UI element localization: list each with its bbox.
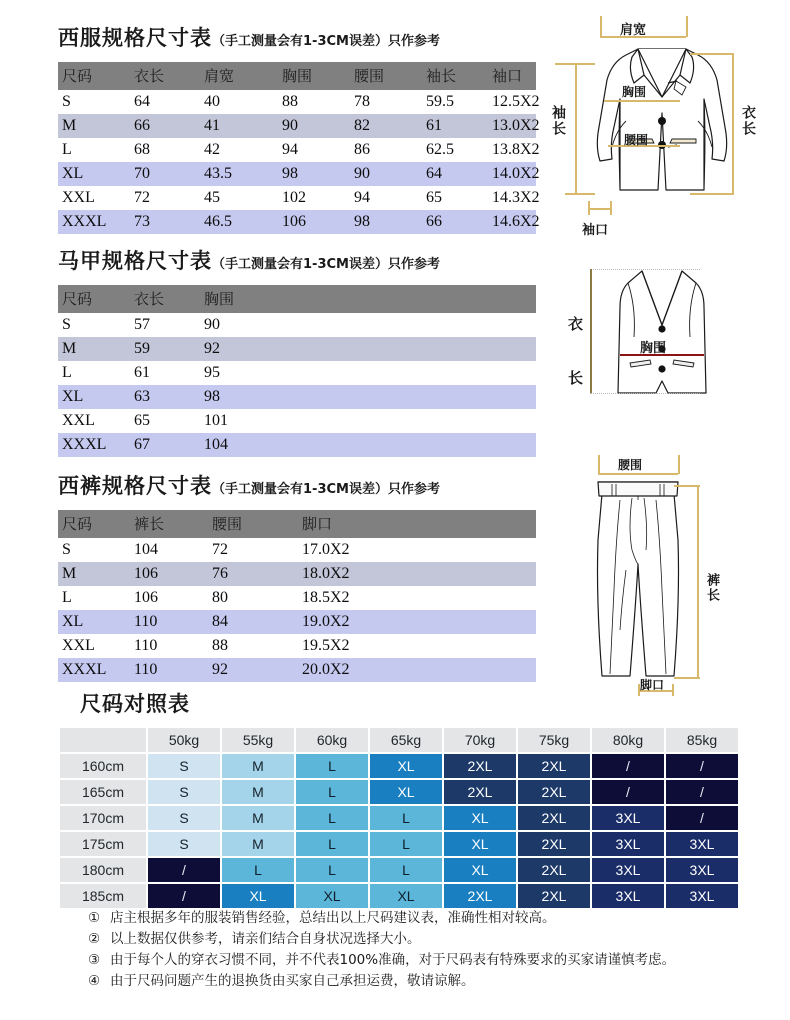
table-row <box>58 385 536 409</box>
cell-value: 94 <box>350 186 422 210</box>
size-cell: 3XL <box>592 858 664 882</box>
table-row <box>58 562 536 586</box>
table-row <box>58 634 536 658</box>
cell-value: 104 <box>130 538 208 562</box>
size-cell: S <box>148 754 220 778</box>
column-header: 胸围 <box>200 285 536 313</box>
jacket-length-label: 衣长 <box>740 105 756 137</box>
jacket-length-tick-top <box>690 53 734 55</box>
vest-guide-top <box>590 269 700 270</box>
footnote-marker: ① <box>88 910 101 926</box>
table-row <box>58 90 536 114</box>
size-cell: 2XL <box>518 806 590 830</box>
height-label: 175cm <box>60 832 146 856</box>
cell-size: XL <box>58 162 130 186</box>
size-cell: XL <box>444 858 516 882</box>
cell-size: XXXL <box>58 433 130 457</box>
cuff-tick-right <box>610 201 612 215</box>
cell-value: 80 <box>208 586 298 610</box>
column-header: 尺码 <box>58 510 130 538</box>
grid-row <box>60 832 738 856</box>
height-label: 180cm <box>60 858 146 882</box>
cell-size: S <box>58 90 130 114</box>
leg-opening-tick-right <box>672 684 674 696</box>
table-header-row <box>58 62 536 90</box>
column-header: 尺码 <box>58 285 130 313</box>
size-cell: / <box>666 754 738 778</box>
cell-size: S <box>58 313 130 337</box>
cell-value: 98 <box>200 385 536 409</box>
column-header: 腰围 <box>350 62 422 90</box>
height-label: 170cm <box>60 806 146 830</box>
size-cell: 2XL <box>444 884 516 908</box>
size-cell: XL <box>444 806 516 830</box>
vest-length-dimension-line <box>590 269 592 393</box>
cell-value: 102 <box>278 186 350 210</box>
trousers-diagram <box>540 445 790 700</box>
weight-header: 60kg <box>296 728 368 752</box>
size-cell: L <box>296 832 368 856</box>
column-header: 胸围 <box>278 62 350 90</box>
footnote-text: 由于尺码问题产生的退换货由买家自己承担运费，敬请谅解。 <box>110 973 475 989</box>
cell-value: 110 <box>130 634 208 658</box>
cell-value: 19.0X2 <box>298 610 536 634</box>
cell-value: 18.5X2 <box>298 586 536 610</box>
cell-size: XXXL <box>58 210 130 234</box>
size-cell: / <box>148 858 220 882</box>
leg-opening-label: 脚口 <box>640 678 665 692</box>
table-row <box>58 114 536 138</box>
size-cell: XL <box>370 754 442 778</box>
table-header-row <box>58 510 536 538</box>
vest-diagram <box>540 255 790 440</box>
vest-section <box>58 245 536 457</box>
cell-value: 40 <box>200 90 278 114</box>
cell-value: 13.0X2 <box>488 114 536 138</box>
size-cell: / <box>148 884 220 908</box>
suit-title-sub: （手工测量会有1-3CM误差）只作参考 <box>212 34 440 49</box>
footnote-text: 店主根据多年的服装销售经验，总结出以上尺码建议表，准确性相对较高。 <box>110 910 556 926</box>
cell-value: 65 <box>422 186 488 210</box>
cell-size: M <box>58 337 130 361</box>
size-cell: M <box>222 780 294 804</box>
trousers-title-sub: （手工测量会有1-3CM误差）只作参考 <box>212 482 440 497</box>
table-row <box>58 186 536 210</box>
cell-value: 73 <box>130 210 200 234</box>
size-cell: 2XL <box>518 780 590 804</box>
size-cell: 3XL <box>592 832 664 856</box>
size-cell: 2XL <box>444 780 516 804</box>
footnote-item <box>88 971 768 992</box>
size-cell: 3XL <box>666 884 738 908</box>
vest-title <box>58 245 536 275</box>
cell-value: 68 <box>130 138 200 162</box>
cell-size: XXL <box>58 634 130 658</box>
column-header: 肩宽 <box>200 62 278 90</box>
weight-header: 75kg <box>518 728 590 752</box>
size-cell: 2XL <box>518 754 590 778</box>
cell-value: 86 <box>350 138 422 162</box>
suit-title <box>58 22 536 52</box>
sleeve-tick-bottom <box>565 193 595 195</box>
size-cell: M <box>222 806 294 830</box>
vest-title-sub: （手工测量会有1-3CM误差）只作参考 <box>212 257 440 272</box>
cell-value: 19.5X2 <box>298 634 536 658</box>
size-cell: 3XL <box>666 832 738 856</box>
cell-value: 63 <box>130 385 200 409</box>
table-row <box>58 210 536 234</box>
jacket-diagram <box>540 5 790 245</box>
footnote-marker: ② <box>88 931 101 947</box>
grid-row <box>60 884 738 908</box>
size-cell: L <box>222 858 294 882</box>
cell-value: 66 <box>130 114 200 138</box>
cell-value: 88 <box>278 90 350 114</box>
cuff-label: 袖口 <box>582 223 609 238</box>
table-row <box>58 361 536 385</box>
cell-size: XL <box>58 385 130 409</box>
cell-value: 59 <box>130 337 200 361</box>
trousers-section <box>58 470 536 682</box>
weight-header: 65kg <box>370 728 442 752</box>
height-label: 185cm <box>60 884 146 908</box>
trousers-title-main: 西裤规格尺寸表 <box>58 474 212 498</box>
grid-corner-cell <box>60 728 146 752</box>
cell-value: 14.3X2 <box>488 186 536 210</box>
cell-value: 72 <box>208 538 298 562</box>
cell-value: 12.5X2 <box>488 90 536 114</box>
cell-value: 57 <box>130 313 200 337</box>
size-cell: L <box>296 858 368 882</box>
grid-row <box>60 754 738 778</box>
cell-value: 61 <box>130 361 200 385</box>
size-cell: 3XL <box>592 806 664 830</box>
cell-value: 106 <box>130 586 208 610</box>
size-cell: M <box>222 832 294 856</box>
waist-label: 腰围 <box>624 133 649 147</box>
grid-row <box>60 858 738 882</box>
size-cell: S <box>148 806 220 830</box>
cell-value: 94 <box>278 138 350 162</box>
cell-value: 13.8X2 <box>488 138 536 162</box>
column-header: 衣长 <box>130 285 200 313</box>
column-header: 衣长 <box>130 62 200 90</box>
cell-value: 101 <box>200 409 536 433</box>
trousers-waist-tick-right <box>678 455 680 474</box>
trousers-title <box>58 470 536 500</box>
trousers-length-label: 裤长 <box>704 573 719 603</box>
trousers-length-tick-bottom <box>674 677 700 679</box>
size-cell: XL <box>222 884 294 908</box>
vest-length-label-bottom: 长 <box>568 369 584 387</box>
size-cell: L <box>296 780 368 804</box>
table-row <box>58 409 536 433</box>
cell-size: XXXL <box>58 658 130 682</box>
cell-value: 20.0X2 <box>298 658 536 682</box>
shoulder-tick-left <box>600 16 602 37</box>
cell-size: M <box>58 562 130 586</box>
footnote-item <box>88 950 768 971</box>
cell-value: 104 <box>200 433 536 457</box>
cell-value: 90 <box>200 313 536 337</box>
size-cell: 2XL <box>444 754 516 778</box>
cell-value: 110 <box>130 658 208 682</box>
cell-size: L <box>58 138 130 162</box>
jacket-length-dimension-line <box>732 53 734 193</box>
size-cell: / <box>592 754 664 778</box>
table-row <box>58 313 536 337</box>
size-cell: S <box>148 832 220 856</box>
cell-value: 64 <box>422 162 488 186</box>
sleeve-tick-top <box>555 63 595 65</box>
weight-header: 80kg <box>592 728 664 752</box>
size-cell: XL <box>370 780 442 804</box>
cell-value: 46.5 <box>200 210 278 234</box>
size-cell: XL <box>444 832 516 856</box>
vest-guide-bottom <box>590 393 700 394</box>
vest-chest-label: 胸围 <box>640 341 667 356</box>
table-row <box>58 138 536 162</box>
weight-header: 85kg <box>666 728 738 752</box>
footnote-text: 以上数据仅供参考，请亲们结合自身状况选择大小。 <box>110 931 421 947</box>
sleeve-dimension-line <box>575 63 577 193</box>
trousers-length-tick-top <box>674 485 700 487</box>
cell-value: 84 <box>208 610 298 634</box>
table-header-row <box>58 285 536 313</box>
cell-size: XXL <box>58 409 130 433</box>
cell-value: 90 <box>350 162 422 186</box>
cell-value: 110 <box>130 610 208 634</box>
size-cell: 3XL <box>666 858 738 882</box>
vest-title-main: 马甲规格尺寸表 <box>58 249 212 273</box>
cell-value: 98 <box>278 162 350 186</box>
weight-header: 50kg <box>148 728 220 752</box>
cell-value: 17.0X2 <box>298 538 536 562</box>
weight-header: 55kg <box>222 728 294 752</box>
cell-value: 43.5 <box>200 162 278 186</box>
cell-value: 92 <box>208 658 298 682</box>
column-header: 袖口 <box>488 62 536 90</box>
weight-header: 70kg <box>444 728 516 752</box>
size-cell: 2XL <box>518 858 590 882</box>
cell-value: 95 <box>200 361 536 385</box>
cuff-tick-left <box>588 201 590 215</box>
cell-size: M <box>58 114 130 138</box>
trousers-waist-tick-left <box>598 455 600 474</box>
size-cell: L <box>296 806 368 830</box>
trousers-spec-table <box>58 510 536 682</box>
cell-value: 65 <box>130 409 200 433</box>
cell-value: 14.6X2 <box>488 210 536 234</box>
cell-value: 88 <box>208 634 298 658</box>
cell-value: 78 <box>350 90 422 114</box>
vest-length-label-top: 衣 <box>568 315 584 333</box>
trousers-waist-dimension-line <box>598 473 678 475</box>
cell-value: 14.0X2 <box>488 162 536 186</box>
cell-value: 66 <box>422 210 488 234</box>
footnotes <box>88 908 768 992</box>
column-header: 袖长 <box>422 62 488 90</box>
cell-value: 18.0X2 <box>298 562 536 586</box>
cell-size: S <box>58 538 130 562</box>
cell-value: 64 <box>130 90 200 114</box>
shoulder-tick-right <box>686 16 688 37</box>
grid-row <box>60 806 738 830</box>
size-comparison-grid <box>58 726 740 910</box>
size-cell: L <box>370 806 442 830</box>
jacket-length-tick-bottom <box>690 193 734 195</box>
cell-value: 59.5 <box>422 90 488 114</box>
sleeve-label: 袖长 <box>550 105 566 137</box>
footnote-item <box>88 908 768 929</box>
size-cell: XL <box>370 884 442 908</box>
suit-spec-table <box>58 62 540 234</box>
size-cell: 2XL <box>518 832 590 856</box>
footnote-text: 由于每个人的穿衣习惯不同，并不代表100%准确，对于尺码表有特殊要求的买家请谨慎考虑。 <box>110 952 676 968</box>
cell-value: 90 <box>278 114 350 138</box>
size-cell: S <box>148 780 220 804</box>
column-header: 裤长 <box>130 510 208 538</box>
suit-section <box>58 22 540 234</box>
jacket-illustration <box>582 35 742 200</box>
size-cell: / <box>666 780 738 804</box>
cell-value: 92 <box>200 337 536 361</box>
footnote-marker: ④ <box>88 973 101 989</box>
size-cell: / <box>592 780 664 804</box>
table-row <box>58 586 536 610</box>
cell-value: 42 <box>200 138 278 162</box>
cell-value: 67 <box>130 433 200 457</box>
cell-size: XL <box>58 610 130 634</box>
table-row <box>58 610 536 634</box>
column-header: 尺码 <box>58 62 130 90</box>
cell-size: XXL <box>58 186 130 210</box>
cuff-dimension-line <box>588 208 610 210</box>
trousers-length-dimension-line <box>697 485 699 677</box>
table-row <box>58 433 536 457</box>
cell-value: 82 <box>350 114 422 138</box>
table-row <box>58 337 536 361</box>
grid-row <box>60 780 738 804</box>
table-row <box>58 162 536 186</box>
size-cell: L <box>370 832 442 856</box>
size-cell: / <box>666 806 738 830</box>
cell-value: 98 <box>350 210 422 234</box>
cell-value: 72 <box>130 186 200 210</box>
suit-title-main: 西服规格尺寸表 <box>58 26 212 50</box>
height-label: 165cm <box>60 780 146 804</box>
cell-value: 62.5 <box>422 138 488 162</box>
size-cell: M <box>222 754 294 778</box>
cell-value: 106 <box>130 562 208 586</box>
table-row <box>58 658 536 682</box>
cell-value: 76 <box>208 562 298 586</box>
trousers-waist-label: 腰围 <box>618 458 643 472</box>
shoulder-label: 肩宽 <box>620 23 647 38</box>
table-row <box>58 538 536 562</box>
vest-spec-table <box>58 285 536 457</box>
chest-label: 胸围 <box>622 85 647 99</box>
trousers-illustration <box>590 480 686 685</box>
footnote-marker: ③ <box>88 952 101 968</box>
cell-value: 41 <box>200 114 278 138</box>
column-header: 腰围 <box>208 510 298 538</box>
size-cell: 3XL <box>592 884 664 908</box>
size-cell: 2XL <box>518 884 590 908</box>
column-header: 脚口 <box>298 510 536 538</box>
cell-size: L <box>58 361 130 385</box>
size-chart-title: 尺码对照表 <box>80 692 190 716</box>
grid-header-row <box>60 728 738 752</box>
height-label: 160cm <box>60 754 146 778</box>
cell-value: 45 <box>200 186 278 210</box>
size-cell: XL <box>296 884 368 908</box>
size-cell: L <box>370 858 442 882</box>
cell-value: 70 <box>130 162 200 186</box>
footnote-item <box>88 929 768 950</box>
size-cell: L <box>296 754 368 778</box>
cell-size: L <box>58 586 130 610</box>
cell-value: 61 <box>422 114 488 138</box>
chest-dimension-line <box>604 100 680 102</box>
cell-value: 106 <box>278 210 350 234</box>
